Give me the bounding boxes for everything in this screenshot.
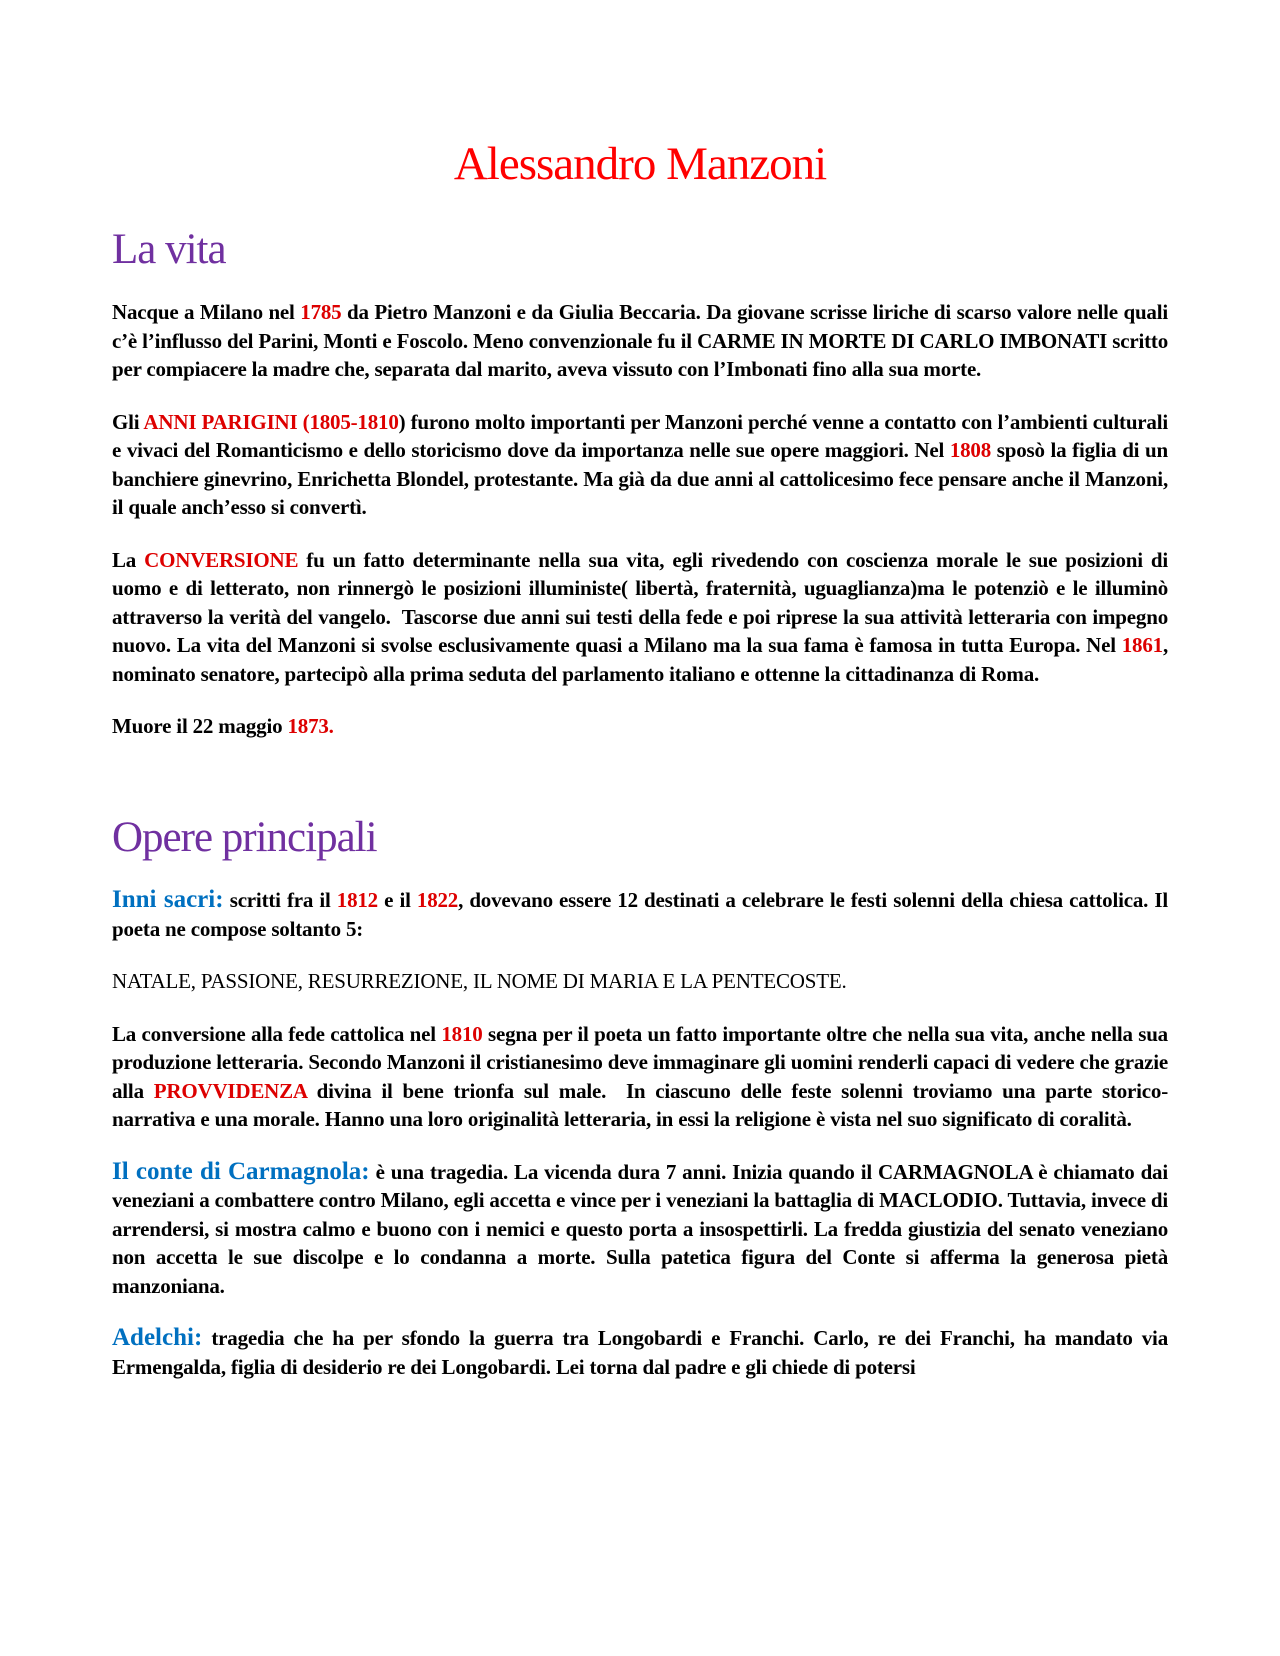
text-run: scritti fra il [223, 888, 337, 912]
highlighted-text: ANNI PARIGINI (1805-1810 [143, 409, 399, 434]
highlighted-text: PROVVIDENZA [153, 1078, 307, 1103]
highlighted-text: 1861 [1121, 633, 1163, 658]
section-heading: Opere principali [112, 813, 377, 861]
text-run: Gli [112, 409, 144, 434]
paragraph [112, 712, 1168, 741]
paragraph [112, 298, 1168, 384]
highlighted-text: 1810 [441, 1021, 483, 1046]
section-heading: La vita [112, 225, 226, 273]
paragraph [112, 1020, 1168, 1134]
text-run: NATALE, PASSIONE, RESURREZIONE, IL NOME DI MARIA E LA PENTECOSTE. [112, 969, 847, 993]
text-run: Nacque a Milano nel [112, 300, 301, 325]
text-run: , nominato senatore, partecipò alla prima seduta del parlamento italiano e ottenne la cittadinanza di Roma. [112, 633, 1168, 686]
lead-in-label: Inni sacri: [112, 886, 224, 913]
paragraph [112, 967, 1168, 996]
text-run: ) furono molto importanti per Manzoni perché venne a contatto con l’ambienti culturali e vivaci del Romanticismo e dello storicismo dove da importanza nelle sue opere maggiori. Nel [112, 409, 1168, 463]
text-run: divina il bene trionfa sul male. In ciascuno delle feste solenni troviamo una parte storico-narrativa e una morale. Hanno una loro originalità letteraria, in essi la religione è vista nel suo significato di coralità. [112, 1078, 1168, 1131]
text-run: segna per il poeta un fatto importante oltre che nella sua vita, anche nella sua produzione letteraria. Secondo Manzoni il cristianesimo deve immaginare gli uomini renderli capaci di vedere che grazie alla [112, 1021, 1168, 1103]
paragraph [112, 408, 1168, 522]
text-run: Muore il 22 maggio [112, 714, 288, 739]
paragraph [112, 1158, 1168, 1301]
text-run: è una tragedia. La vicenda dura 7 anni. Inizia quando il CARMAGNOLA è chiamato dai veneziani a combattere contro Milano, egli accetta e vince per i veneziani la battaglia di MACLODIO. Tuttavia, invece di arrendersi, si mostra calmo e buono con i nemici e questo porta a insospettirli. La fredda giustizia del senato veneziano non accetta le sue discolpe e lo condanna a morte. Sulla patetica figura del Conte si afferma la generosa pietà manzoniana. [112, 1159, 1168, 1298]
text-run: , dovevano essere 12 destinati a celebrare le festi solenni della chiesa cattolica. Il poeta ne compose soltanto 5: [112, 888, 1168, 941]
highlighted-text: CONVERSIONE [144, 547, 299, 572]
text-run: fu un fatto determinante nella sua vita, egli rivedendo con coscienza morale le sue posizioni di uomo e di letterato, non rinnergò le posizioni illuministe( libertà, fraternità, uguaglianza)ma le potenziò e le illuminò attraverso la verità del vangelo. Tascorse due anni sui testi della fede e poi riprese la sua attività letteraria con impegno nuovo. La vita del Manzoni si svolse esclusivamente quasi a Milano ma la sua fama è famosa in tutta Europa. Nel [112, 547, 1168, 658]
paragraph [112, 1324, 1168, 1381]
lead-in-label: Il conte di Carmagnola: [112, 1157, 370, 1185]
highlighted-text: 1822 [416, 888, 459, 912]
highlighted-text: 1808 [949, 438, 992, 463]
paragraph [112, 546, 1168, 689]
highlighted-text: 1812 [336, 888, 378, 912]
text-run: La [112, 547, 145, 572]
highlighted-text: 1785 [300, 300, 342, 325]
text-run: e il [377, 888, 417, 912]
document-body [112, 225, 1168, 1381]
highlighted-text: 1873. [287, 714, 334, 739]
text-run: sposò la figlia di un banchiere ginevrino, Enrichetta Blondel, protestante. Ma già da due anni al cattolicesimo fece pensare anche il Manzoni, il quale anch’esso si convertì. [112, 438, 1168, 520]
text-run: da Pietro Manzoni e da Giulia Beccaria. Da giovane scrisse liriche di scarso valore nelle quali c’è l’influsso del Parini, Monti e Foscolo. Meno convenzionale fu il CARME IN MORTE DI CARLO IMBONATI scritto per compiacere la madre che, separata dal marito, aveva vissuto con l’Imbonati fino alla sua morte. [112, 300, 1169, 382]
text-run: tragedia che ha per sfondo la guerra tra Longobardi e Franchi. Carlo, re dei Franchi, ha mandato via Ermengalda, figlia di desiderio re dei Longobardi. Lei torna dal padre e gli chiede di potersi [112, 1326, 1168, 1379]
lead-in-label: Adelchi: [112, 1324, 203, 1351]
text-run: La conversione alla fede cattolica nel [112, 1021, 442, 1046]
document-title: Alessandro Manzoni [453, 138, 827, 190]
paragraph [112, 886, 1168, 943]
